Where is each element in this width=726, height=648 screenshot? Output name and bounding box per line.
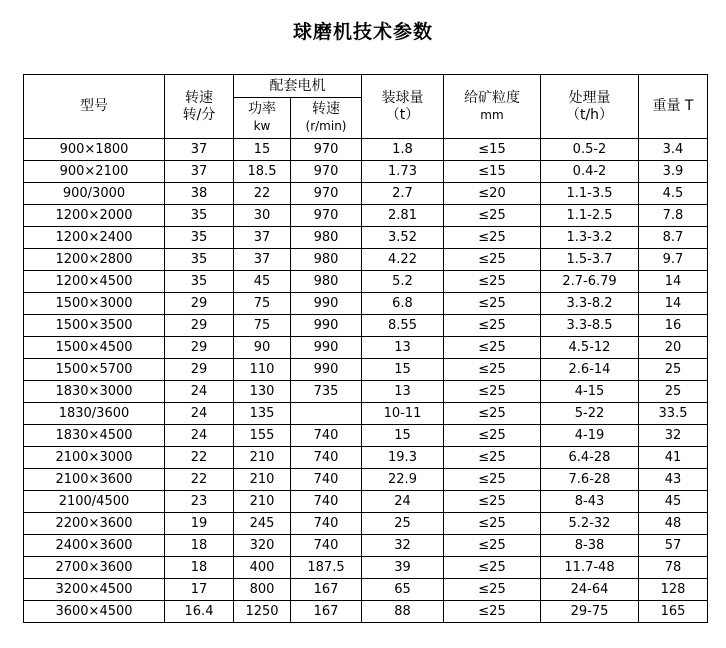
page-title: 球磨机技术参数	[292, 21, 433, 43]
cell-model: 1830×3000	[24, 381, 165, 403]
cell-model: 1830/3600	[24, 403, 165, 425]
cell-motor-power: 45	[234, 271, 291, 293]
cell-speed: 35	[165, 249, 234, 271]
cell-capacity: 3.3-8.2	[541, 293, 639, 315]
header-feed-size: 给矿粒度 mm	[444, 75, 541, 139]
cell-motor-power: 400	[234, 557, 291, 579]
cell-model: 1200×2400	[24, 227, 165, 249]
cell-model: 1500×3000	[24, 293, 165, 315]
cell-feed-size: ≤25	[444, 249, 541, 271]
cell-speed: 29	[165, 337, 234, 359]
cell-speed: 35	[165, 227, 234, 249]
table-row	[24, 359, 708, 381]
cell-motor-power: 75	[234, 315, 291, 337]
cell-feed-size: ≤25	[444, 293, 541, 315]
cell-weight: 41	[639, 447, 708, 469]
table-row	[24, 381, 708, 403]
cell-capacity: 5.2-32	[541, 513, 639, 535]
cell-motor-speed: 970	[291, 183, 362, 205]
cell-ball-load: 15	[362, 425, 444, 447]
table-row	[24, 183, 708, 205]
cell-model: 2200×3600	[24, 513, 165, 535]
cell-motor-speed: 990	[291, 293, 362, 315]
cell-speed: 24	[165, 425, 234, 447]
cell-speed: 29	[165, 293, 234, 315]
cell-weight: 165	[639, 601, 708, 623]
table-row	[24, 513, 708, 535]
cell-feed-size: ≤25	[444, 579, 541, 601]
cell-motor-power: 110	[234, 359, 291, 381]
table-row	[24, 271, 708, 293]
cell-speed: 38	[165, 183, 234, 205]
cell-motor-power: 800	[234, 579, 291, 601]
cell-ball-load: 6.8	[362, 293, 444, 315]
cell-weight: 4.5	[639, 183, 708, 205]
cell-motor-speed: 990	[291, 359, 362, 381]
cell-ball-load: 1.8	[362, 139, 444, 161]
table-row	[24, 535, 708, 557]
cell-speed: 19	[165, 513, 234, 535]
table-row	[24, 139, 708, 161]
cell-feed-size: ≤25	[444, 403, 541, 425]
table-row	[24, 315, 708, 337]
cell-motor-speed: 970	[291, 161, 362, 183]
cell-speed: 35	[165, 271, 234, 293]
cell-ball-load: 13	[362, 337, 444, 359]
table-row	[24, 205, 708, 227]
cell-motor-power: 22	[234, 183, 291, 205]
cell-motor-speed: 970	[291, 205, 362, 227]
header-motor-power: 功率 kw	[234, 98, 291, 139]
cell-ball-load: 39	[362, 557, 444, 579]
cell-speed: 24	[165, 381, 234, 403]
cell-motor-power: 130	[234, 381, 291, 403]
header-weight: 重量 T	[639, 75, 708, 139]
cell-weight: 78	[639, 557, 708, 579]
cell-motor-speed: 740	[291, 469, 362, 491]
cell-weight: 3.9	[639, 161, 708, 183]
cell-motor-speed: 970	[291, 139, 362, 161]
cell-motor-speed: 980	[291, 227, 362, 249]
table-row	[24, 227, 708, 249]
cell-capacity: 1.3-3.2	[541, 227, 639, 249]
table-row	[24, 425, 708, 447]
cell-motor-power: 37	[234, 227, 291, 249]
cell-motor-speed: 980	[291, 271, 362, 293]
cell-motor-speed: 740	[291, 513, 362, 535]
cell-motor-speed: 187.5	[291, 557, 362, 579]
cell-weight: 33.5	[639, 403, 708, 425]
cell-speed: 37	[165, 139, 234, 161]
table-row	[24, 601, 708, 623]
cell-motor-power: 15	[234, 139, 291, 161]
table-row	[24, 469, 708, 491]
header-speed: 转速 转/分	[165, 75, 234, 139]
cell-speed: 18	[165, 557, 234, 579]
cell-ball-load: 4.22	[362, 249, 444, 271]
cell-capacity: 0.5-2	[541, 139, 639, 161]
cell-ball-load: 3.52	[362, 227, 444, 249]
cell-motor-power: 30	[234, 205, 291, 227]
cell-motor-power: 135	[234, 403, 291, 425]
cell-capacity: 24-64	[541, 579, 639, 601]
cell-model: 2100/4500	[24, 491, 165, 513]
header-row-top	[24, 75, 708, 98]
cell-capacity: 1.1-3.5	[541, 183, 639, 205]
cell-ball-load: 5.2	[362, 271, 444, 293]
cell-weight: 7.8	[639, 205, 708, 227]
cell-capacity: 29-75	[541, 601, 639, 623]
cell-model: 1200×4500	[24, 271, 165, 293]
cell-motor-speed: 167	[291, 601, 362, 623]
cell-weight: 20	[639, 337, 708, 359]
cell-capacity: 2.7-6.79	[541, 271, 639, 293]
cell-model: 3200×4500	[24, 579, 165, 601]
cell-motor-speed: 740	[291, 447, 362, 469]
cell-weight: 16	[639, 315, 708, 337]
table-row	[24, 403, 708, 425]
cell-weight: 45	[639, 491, 708, 513]
cell-feed-size: ≤25	[444, 227, 541, 249]
cell-motor-speed	[291, 403, 362, 425]
cell-capacity: 7.6-28	[541, 469, 639, 491]
cell-ball-load: 1.73	[362, 161, 444, 183]
cell-motor-power: 18.5	[234, 161, 291, 183]
cell-weight: 25	[639, 359, 708, 381]
cell-weight: 14	[639, 271, 708, 293]
cell-weight: 32	[639, 425, 708, 447]
cell-ball-load: 8.55	[362, 315, 444, 337]
cell-capacity: 1.5-3.7	[541, 249, 639, 271]
cell-motor-power: 1250	[234, 601, 291, 623]
cell-weight: 9.7	[639, 249, 708, 271]
cell-model: 2400×3600	[24, 535, 165, 557]
header-capacity: 处理量 （t/h）	[541, 75, 639, 139]
cell-ball-load: 24	[362, 491, 444, 513]
cell-feed-size: ≤25	[444, 601, 541, 623]
cell-speed: 17	[165, 579, 234, 601]
cell-feed-size: ≤25	[444, 315, 541, 337]
cell-model: 1830×4500	[24, 425, 165, 447]
cell-motor-power: 90	[234, 337, 291, 359]
header-motor-speed: 转速 (r/min)	[291, 98, 362, 139]
cell-motor-power: 210	[234, 447, 291, 469]
cell-ball-load: 22.9	[362, 469, 444, 491]
cell-motor-power: 37	[234, 249, 291, 271]
cell-capacity: 1.1-2.5	[541, 205, 639, 227]
table-row	[24, 249, 708, 271]
cell-motor-power: 155	[234, 425, 291, 447]
cell-speed: 22	[165, 447, 234, 469]
cell-weight: 14	[639, 293, 708, 315]
cell-ball-load: 32	[362, 535, 444, 557]
cell-model: 2100×3600	[24, 469, 165, 491]
cell-speed: 23	[165, 491, 234, 513]
cell-ball-load: 2.7	[362, 183, 444, 205]
cell-motor-speed: 740	[291, 425, 362, 447]
table-row	[24, 447, 708, 469]
cell-speed: 37	[165, 161, 234, 183]
cell-capacity: 4.5-12	[541, 337, 639, 359]
cell-weight: 8.7	[639, 227, 708, 249]
cell-model: 1200×2800	[24, 249, 165, 271]
cell-feed-size: ≤25	[444, 425, 541, 447]
cell-model: 2700×3600	[24, 557, 165, 579]
cell-feed-size: ≤25	[444, 513, 541, 535]
header-ball-load: 装球量 （t）	[362, 75, 444, 139]
cell-weight: 48	[639, 513, 708, 535]
cell-motor-power: 245	[234, 513, 291, 535]
cell-weight: 25	[639, 381, 708, 403]
cell-model: 900×1800	[24, 139, 165, 161]
cell-motor-speed: 990	[291, 315, 362, 337]
spec-table	[23, 74, 708, 623]
cell-feed-size: ≤20	[444, 183, 541, 205]
table-row	[24, 557, 708, 579]
cell-ball-load: 2.81	[362, 205, 444, 227]
cell-weight: 57	[639, 535, 708, 557]
cell-capacity: 4-15	[541, 381, 639, 403]
cell-ball-load: 25	[362, 513, 444, 535]
cell-feed-size: ≤25	[444, 491, 541, 513]
cell-model: 1500×5700	[24, 359, 165, 381]
cell-speed: 22	[165, 469, 234, 491]
cell-motor-power: 210	[234, 491, 291, 513]
cell-feed-size: ≤15	[444, 139, 541, 161]
cell-ball-load: 10-11	[362, 403, 444, 425]
cell-ball-load: 15	[362, 359, 444, 381]
cell-capacity: 2.6-14	[541, 359, 639, 381]
cell-feed-size: ≤25	[444, 337, 541, 359]
cell-feed-size: ≤25	[444, 205, 541, 227]
table-row	[24, 491, 708, 513]
cell-model: 900/3000	[24, 183, 165, 205]
cell-feed-size: ≤25	[444, 271, 541, 293]
spec-table-body	[24, 139, 708, 623]
table-row	[24, 161, 708, 183]
cell-weight: 3.4	[639, 139, 708, 161]
cell-ball-load: 19.3	[362, 447, 444, 469]
cell-model: 1200×2000	[24, 205, 165, 227]
cell-ball-load: 65	[362, 579, 444, 601]
cell-capacity: 5-22	[541, 403, 639, 425]
cell-capacity: 4-19	[541, 425, 639, 447]
cell-speed: 18	[165, 535, 234, 557]
cell-motor-power: 210	[234, 469, 291, 491]
header-motor-group: 配套电机	[234, 75, 362, 98]
cell-ball-load: 13	[362, 381, 444, 403]
cell-weight: 128	[639, 579, 708, 601]
cell-weight: 43	[639, 469, 708, 491]
table-row	[24, 579, 708, 601]
cell-speed: 35	[165, 205, 234, 227]
cell-capacity: 8-43	[541, 491, 639, 513]
cell-ball-load: 88	[362, 601, 444, 623]
cell-speed: 29	[165, 359, 234, 381]
cell-model: 900×2100	[24, 161, 165, 183]
cell-capacity: 0.4-2	[541, 161, 639, 183]
cell-motor-power: 320	[234, 535, 291, 557]
cell-model: 2100×3000	[24, 447, 165, 469]
table-row	[24, 293, 708, 315]
cell-capacity: 11.7-48	[541, 557, 639, 579]
cell-speed: 24	[165, 403, 234, 425]
cell-feed-size: ≤25	[444, 447, 541, 469]
cell-motor-speed: 740	[291, 491, 362, 513]
cell-feed-size: ≤25	[444, 381, 541, 403]
cell-motor-speed: 740	[291, 535, 362, 557]
cell-feed-size: ≤25	[444, 359, 541, 381]
cell-feed-size: ≤15	[444, 161, 541, 183]
table-row	[24, 337, 708, 359]
cell-model: 1500×3500	[24, 315, 165, 337]
cell-motor-power: 75	[234, 293, 291, 315]
cell-motor-speed: 167	[291, 579, 362, 601]
cell-motor-speed: 735	[291, 381, 362, 403]
cell-model: 3600×4500	[24, 601, 165, 623]
cell-feed-size: ≤25	[444, 557, 541, 579]
cell-motor-speed: 990	[291, 337, 362, 359]
cell-speed: 16.4	[165, 601, 234, 623]
cell-motor-speed: 980	[291, 249, 362, 271]
header-model: 型号	[24, 75, 165, 139]
cell-feed-size: ≤25	[444, 535, 541, 557]
cell-model: 1500×4500	[24, 337, 165, 359]
cell-capacity: 3.3-8.5	[541, 315, 639, 337]
cell-feed-size: ≤25	[444, 469, 541, 491]
cell-speed: 29	[165, 315, 234, 337]
cell-capacity: 6.4-28	[541, 447, 639, 469]
cell-capacity: 8-38	[541, 535, 639, 557]
